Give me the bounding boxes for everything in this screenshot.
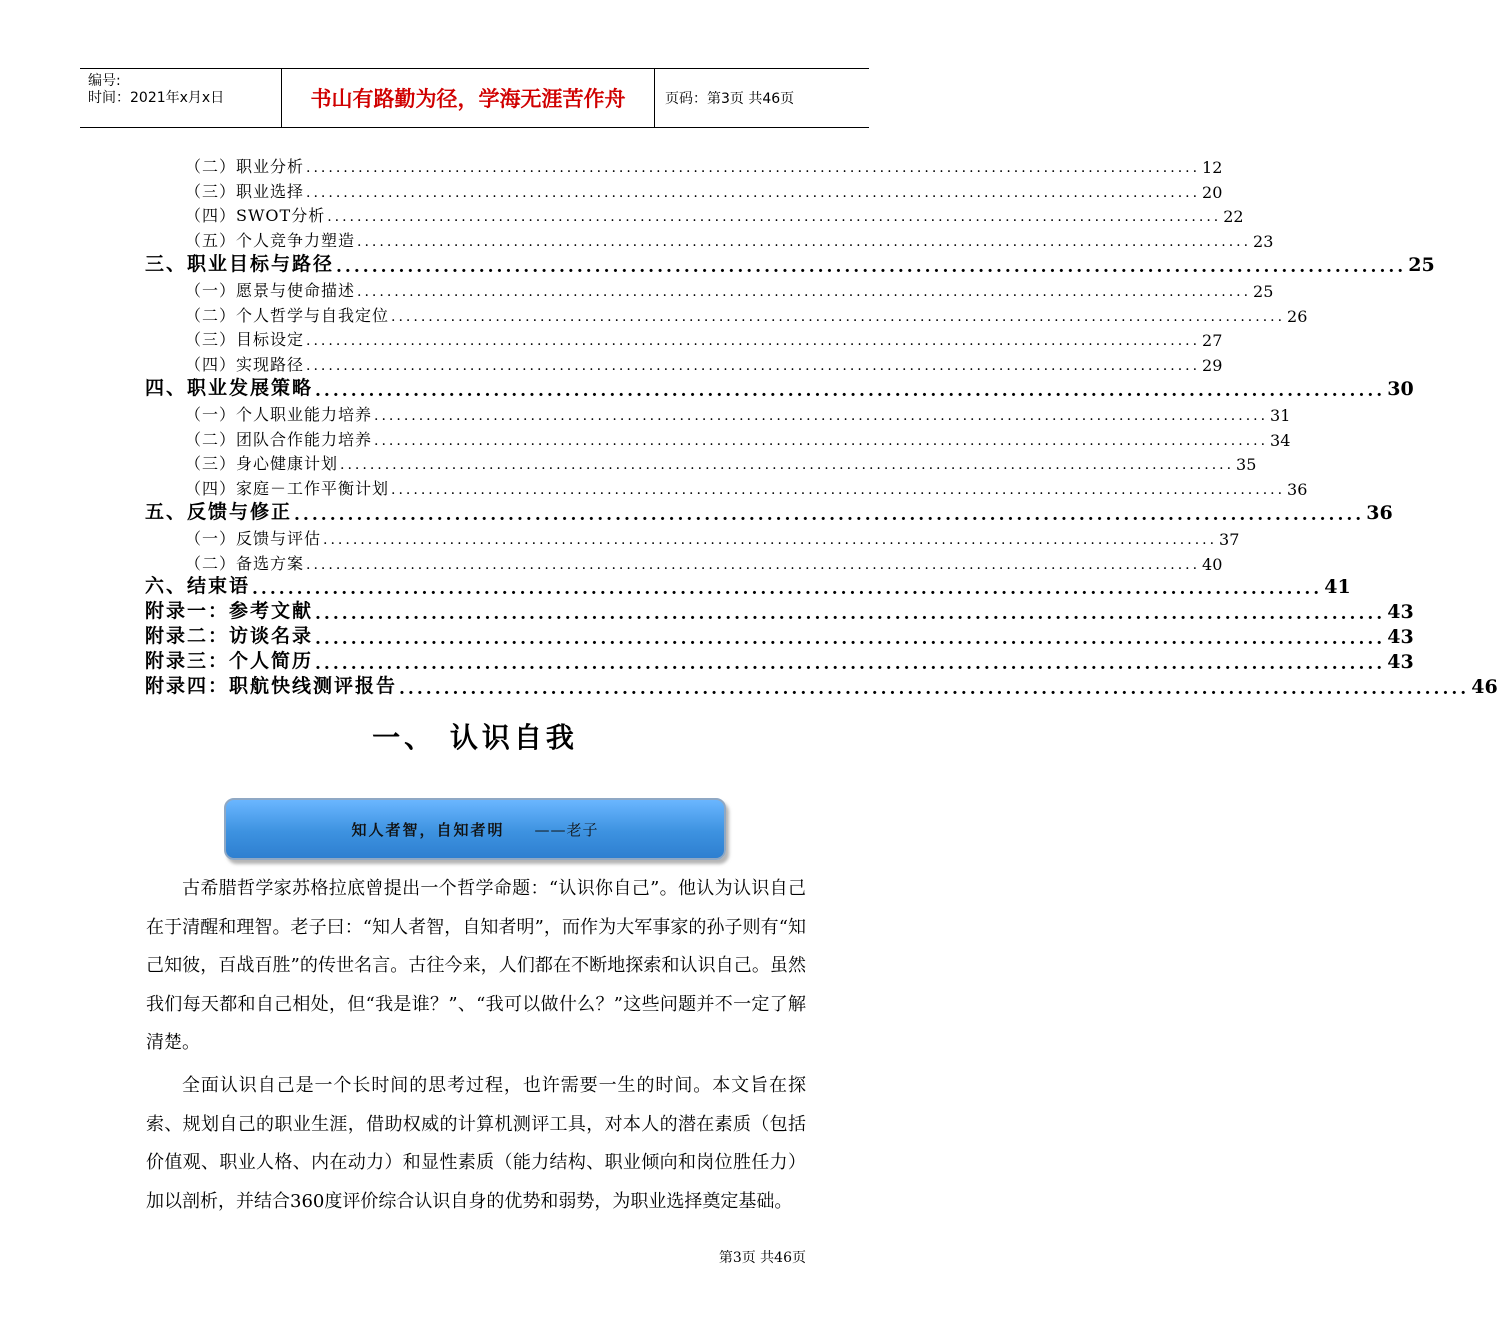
quote-text: 知人者智，自知者明 bbox=[351, 820, 505, 839]
toc-leader-dots: ........................................................................................................................ bbox=[315, 380, 1386, 401]
toc-entry[interactable] bbox=[145, 152, 1223, 177]
toc-entry-title: （二）备选方案 bbox=[185, 553, 305, 573]
toc-leader-dots: ........................................................................................................................ bbox=[336, 256, 1407, 277]
toc-entry-page: 31 bbox=[1270, 405, 1291, 425]
quote-author: ——老子 bbox=[534, 820, 599, 839]
toc-entry-title: 附录一：参考文献 bbox=[145, 600, 314, 623]
body-text bbox=[146, 870, 806, 1225]
toc-leader-dots: ........................................................................................................................ bbox=[391, 482, 1286, 499]
toc-entry[interactable] bbox=[145, 226, 1274, 252]
toc-entry-page: 27 bbox=[1202, 331, 1223, 351]
toc-entry[interactable] bbox=[145, 450, 1257, 475]
toc-entry-page: 36 bbox=[1287, 480, 1308, 500]
toc-leader-dots: ........................................................................................................................ bbox=[294, 504, 1365, 525]
page-footer: 第3页 共46页 bbox=[718, 1250, 806, 1266]
toc-entry[interactable] bbox=[145, 301, 1308, 326]
toc-entry-page: 25 bbox=[1253, 281, 1274, 301]
document-date: 时间：2021年x月x日 bbox=[88, 90, 225, 106]
toc-entry-page: 46 bbox=[1471, 675, 1498, 698]
toc-entry[interactable] bbox=[145, 623, 1414, 649]
header-motto: 书山有路勤为径，学海无涯苦作舟 bbox=[282, 69, 655, 127]
toc-entry[interactable] bbox=[145, 202, 1244, 227]
toc-entry-title: 五、反馈与修正 bbox=[145, 500, 293, 523]
quote-banner bbox=[224, 798, 726, 860]
toc-entry-title: （四）家庭－工作平衡计划 bbox=[185, 479, 390, 499]
header-page-info: 页码：第3页 共46页 bbox=[665, 91, 795, 107]
toc-leader-dots: ........................................................................................................................ bbox=[391, 308, 1286, 325]
toc-entry[interactable] bbox=[145, 276, 1274, 301]
toc-leader-dots: ........................................................................................................................ bbox=[327, 209, 1222, 226]
toc-entry-page: 20 bbox=[1202, 182, 1223, 202]
toc-entry[interactable] bbox=[145, 499, 1393, 525]
toc-entry[interactable] bbox=[145, 400, 1291, 425]
toc-entry-title: （三）目标设定 bbox=[185, 330, 305, 350]
toc-entry-page: 43 bbox=[1387, 601, 1414, 624]
toc-leader-dots: ........................................................................................................................ bbox=[306, 358, 1201, 375]
page-header bbox=[80, 68, 869, 128]
toc-leader-dots: ........................................................................................................................ bbox=[399, 678, 1470, 699]
toc-leader-dots: ........................................................................................................................ bbox=[315, 628, 1386, 649]
toc-leader-dots: ........................................................................................................................ bbox=[323, 531, 1218, 548]
toc-entry-page: 30 bbox=[1387, 377, 1414, 400]
toc-entry-page: 22 bbox=[1223, 207, 1244, 227]
toc-entry-title: （三）职业选择 bbox=[185, 181, 305, 201]
toc-entry-page: 34 bbox=[1270, 430, 1291, 450]
toc-leader-dots: ........................................................................................................................ bbox=[374, 407, 1269, 424]
section-title: 一、 认识自我 bbox=[372, 721, 578, 754]
toc-entry[interactable] bbox=[145, 350, 1223, 376]
toc-leader-dots: ........................................................................................................................ bbox=[374, 432, 1269, 449]
toc-entry-title: 三、职业目标与路径 bbox=[145, 252, 335, 275]
toc-entry-title: （二）团队合作能力培养 bbox=[185, 429, 373, 449]
toc-leader-dots: ........................................................................................................................ bbox=[306, 333, 1201, 350]
toc-entry-page: 12 bbox=[1202, 157, 1223, 177]
toc-leader-dots: ........................................................................................................................ bbox=[252, 579, 1323, 600]
toc-leader-dots: ........................................................................................................................ bbox=[340, 457, 1235, 474]
toc-entry-title: （一）个人职业能力培养 bbox=[185, 404, 373, 424]
toc-leader-dots: ........................................................................................................................ bbox=[315, 653, 1386, 674]
toc-entry-title: （二）职业分析 bbox=[185, 156, 305, 176]
toc-entry[interactable] bbox=[145, 574, 1351, 600]
toc-entry[interactable] bbox=[145, 673, 1498, 699]
toc-entry-page: 36 bbox=[1366, 501, 1393, 524]
toc-entry-page: 43 bbox=[1387, 625, 1414, 648]
toc-entry-title: （四）实现路径 bbox=[185, 355, 305, 375]
toc-entry-title: 附录二：访谈名录 bbox=[145, 624, 314, 647]
toc-leader-dots: ........................................................................................................................ bbox=[357, 283, 1252, 300]
toc-leader-dots: ........................................................................................................................ bbox=[306, 159, 1201, 176]
toc-entry-page: 23 bbox=[1253, 232, 1274, 252]
toc-entry-page: 43 bbox=[1387, 650, 1414, 673]
toc-entry-title: （一）反馈与评估 bbox=[185, 528, 322, 548]
toc-entry-page: 37 bbox=[1219, 529, 1240, 549]
toc-entry-page: 29 bbox=[1202, 356, 1223, 376]
toc-entry[interactable] bbox=[145, 474, 1308, 500]
toc-entry-title: （五）个人竞争力塑造 bbox=[185, 231, 356, 251]
toc-leader-dots: ........................................................................................................................ bbox=[306, 184, 1201, 201]
toc-entry-title: （四）SWOT分析 bbox=[185, 206, 326, 226]
toc-entry[interactable] bbox=[145, 251, 1435, 277]
toc-entry[interactable] bbox=[145, 425, 1291, 450]
toc-entry-page: 41 bbox=[1324, 576, 1351, 599]
toc-leader-dots: ........................................................................................................................ bbox=[306, 556, 1201, 573]
toc-entry-title: 四、职业发展策略 bbox=[145, 376, 314, 399]
toc-entry-title: 附录三：个人简历 bbox=[145, 649, 314, 672]
document-number-label: 编号: bbox=[88, 73, 121, 89]
table-of-contents bbox=[145, 152, 1498, 699]
toc-entry-title: 六、结束语 bbox=[145, 575, 251, 598]
toc-entry[interactable] bbox=[145, 375, 1414, 401]
toc-entry-page: 40 bbox=[1202, 554, 1223, 574]
toc-entry-title: （三）身心健康计划 bbox=[185, 454, 339, 474]
toc-entry[interactable] bbox=[145, 549, 1223, 574]
toc-entry-page: 35 bbox=[1236, 455, 1257, 475]
toc-entry[interactable] bbox=[145, 177, 1223, 202]
toc-entry-title: 附录四：职航快线测评报告 bbox=[145, 674, 398, 697]
toc-leader-dots: ........................................................................................................................ bbox=[315, 604, 1386, 625]
toc-entry[interactable] bbox=[145, 524, 1240, 549]
toc-entry[interactable] bbox=[145, 598, 1414, 625]
toc-entry[interactable] bbox=[145, 648, 1414, 674]
header-meta bbox=[80, 69, 282, 127]
toc-entry[interactable] bbox=[145, 326, 1223, 351]
toc-leader-dots: ........................................................................................................................ bbox=[357, 234, 1252, 251]
paragraph: 古希腊哲学家苏格拉底曾提出一个哲学命题：“认识你自己”。他认为认识自己在于清醒和理智。老子曰：“知人者智，自知者明”，而作为大军事家的孙子则有“知己知彼，百战百胜”的传世名言。古往今来，人们都在不断地探索和认识自己。虽然我们每天都和自己相处，但“我是谁？”、“我可以做什么？”这些问题并不一定了解清楚。 bbox=[146, 878, 806, 1054]
toc-entry-title: （一）愿景与使命描述 bbox=[185, 280, 356, 300]
paragraph: 全面认识自己是一个长时间的思考过程，也许需要一生的时间。本文旨在探索、规划自己的职业生涯，借助权威的计算机测评工具，对本人的潜在素质（包括价值观、职业人格、内在动力）和显性素质（能力结构、职业倾向和岗位胜任力）加以剖析，并结合360度评价综合认识自身的优势和弱势，为职业选择奠定基础。 bbox=[146, 1074, 806, 1212]
toc-entry-title: （二）个人哲学与自我定位 bbox=[185, 305, 390, 325]
toc-entry-page: 26 bbox=[1287, 306, 1308, 326]
toc-entry-page: 25 bbox=[1408, 253, 1435, 276]
